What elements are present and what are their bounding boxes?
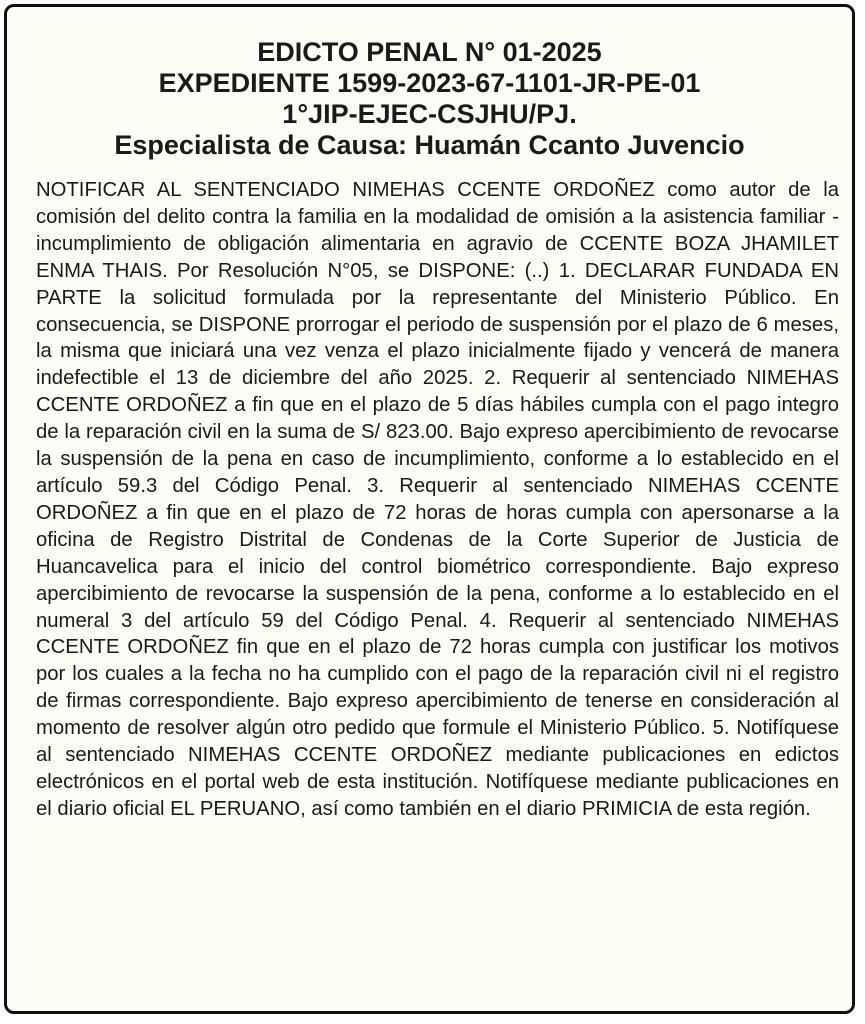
edict-frame (4, 4, 855, 1014)
case-specialist: Especialista de Causa: Huamán Ccanto Juvencio (114, 130, 745, 160)
edict-title: EDICTO PENAL N° 01-2025 (257, 37, 602, 67)
edict-body-text: NOTIFICAR AL SENTENCIADO NIMEHAS CCENTE ORDOÑEZ como autor de la comisión del delito contra la familia en la modalidad de omisión a la asistencia familiar - incumplimiento de obligación alimentaria en agravio de CCENTE BOZA JHAMILET ENMA THAIS. Por Resolución N°05, se DISPONE: (..) 1. DECLARAR FUNDADA EN PARTE la solicitud formulada por la representante del Ministerio Público. En consecuencia, se DISPONE prorrogar el periodo de suspensión por el plazo de 6 meses, la misma que iniciará una vez venza el plazo inicialmente fijado y vencerá de manera indefectible el 13 de diciembre del año 2025. 2. Requerir al sentenciado NIMEHAS CCENTE ORDOÑEZ a fin que en el plazo de 5 días hábiles cumpla con el pago integro de la reparación civil en la suma de S/ 823.00. Bajo expreso apercibimiento de revocarse la suspensión de la pena en caso de incumplimiento, conforme a lo establecido en el artículo 59.3 del Código Penal. 3. Requerir al sentenciado NIMEHAS CCENTE ORDOÑEZ a fin que en el plazo de 72 horas de horas cumpla con apersonarse a la oficina de Registro Distrital de Condenas de la Corte Superior de Justicia de Huancavelica para el inicio del control biométrico correspondiente. Bajo expreso apercibimiento de revocarse la suspensión de la pena, conforme a lo establecido en el numeral 3 del artículo 59 del Código Penal. 4. Requerir al sentenciado NIMEHAS CCENTE ORDOÑEZ fin que en el plazo de 72 horas cumpla con justificar los motivos por los cuales a la fecha no ha cumplido con el pago de la reparación civil ni el registro de firmas correspondiente. Bajo expreso apercibimiento de tenerse en consideración al momento de resolver algún otro pedido que formule el Ministerio Público. 5. Notifíquese al sentenciado NIMEHAS CCENTE ORDOÑEZ mediante publicaciones en edictos electrónicos en el portal web de esta institución. Notifíquese mediante publicaciones en el diario oficial EL PERUANO, así como también en el diario PRIMICIA de esta región. (36, 179, 839, 820)
edict-header (7, 37, 852, 161)
court-code: 1°JIP-EJEC-CSJHU/PJ. (282, 99, 577, 129)
case-number: EXPEDIENTE 1599-2023-67-1101-JR-PE-01 (158, 68, 701, 98)
